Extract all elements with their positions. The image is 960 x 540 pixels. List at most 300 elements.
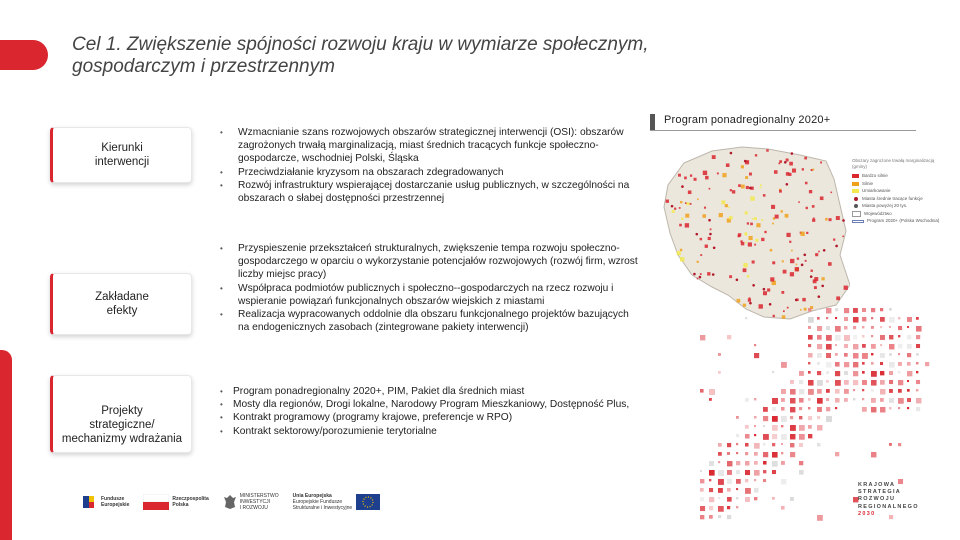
map-city-dot xyxy=(708,219,711,222)
arrow-dot xyxy=(889,380,893,384)
arrow-dot xyxy=(799,389,804,394)
map-area-mark xyxy=(781,210,783,212)
map-area-mark xyxy=(697,278,699,280)
map-area-mark xyxy=(796,264,798,266)
map-area-mark xyxy=(704,207,706,209)
arrow-dot xyxy=(826,380,829,383)
label-kierunki-interwencji xyxy=(50,127,192,183)
arrow-dot xyxy=(826,335,832,341)
arrow-dot xyxy=(772,434,777,439)
label-text: Projekty xyxy=(101,405,143,417)
arrow-dot xyxy=(916,362,918,364)
krsr-line: ROZWOJU xyxy=(858,496,896,503)
map-area-mark xyxy=(812,169,814,171)
map-area-mark xyxy=(747,275,750,278)
arrow-dot xyxy=(790,380,794,384)
label-projekty-strategiczne xyxy=(50,375,192,453)
arrow-dot xyxy=(772,425,778,431)
arrow-dot xyxy=(772,398,778,404)
logo-text: Rzeczpospolita xyxy=(172,496,209,502)
arrow-dot xyxy=(826,317,828,319)
logo-text: Europejskie Fundusze xyxy=(292,499,343,505)
arrow-dot xyxy=(799,443,803,447)
list-item: • Realizacja wypracowanych oddolnie dla obszaru funkcjonalnego projektów bazujących na endogenicznych zasobach (zintegrowane pakiety interwencji) xyxy=(220,308,640,334)
map-area-mark xyxy=(836,216,840,220)
map-area-mark xyxy=(712,155,716,159)
arrow-dot xyxy=(853,326,856,329)
arrow-dot xyxy=(745,398,749,402)
map-area-mark xyxy=(743,263,747,267)
legend-row xyxy=(852,218,942,224)
arrow-dot xyxy=(880,353,885,358)
arrow-dot xyxy=(853,380,858,385)
arrow-dot xyxy=(781,398,785,402)
legend-label: Województwo xyxy=(864,210,892,216)
projekty-list xyxy=(220,385,640,438)
arrow-dot xyxy=(853,344,858,349)
arrow-dot xyxy=(763,452,768,457)
map-area-mark xyxy=(717,172,719,174)
arrow-dot xyxy=(808,434,812,438)
arrow-dot xyxy=(718,443,722,447)
arrow-dot xyxy=(772,407,776,411)
map-area-mark xyxy=(821,277,824,280)
arrow-dot xyxy=(889,398,894,403)
arrow-dot xyxy=(763,434,769,440)
map-area-mark xyxy=(814,286,817,289)
arrow-dot xyxy=(772,416,778,422)
arrow-dot xyxy=(889,335,893,339)
arrow-dot xyxy=(817,317,820,320)
map-area-mark xyxy=(708,237,711,240)
arrow-dot xyxy=(844,326,847,329)
arrow-dot xyxy=(826,371,829,374)
map-area-mark xyxy=(719,213,723,217)
arrow-dot xyxy=(727,479,732,484)
arrow-dot xyxy=(781,461,785,465)
map-area-mark xyxy=(752,218,754,220)
map-area-mark xyxy=(786,158,789,161)
arrow-dot xyxy=(817,389,822,394)
arrow-dot xyxy=(700,497,704,501)
map-area-mark xyxy=(828,262,832,266)
unia-europejska-logo xyxy=(293,493,380,511)
legend-dot xyxy=(854,197,858,201)
slide-title-line1: Cel 1. Zwiększenie spójności rozwoju kraju w wymiarze społecznym, xyxy=(72,34,649,55)
pl-flag-icon xyxy=(143,494,169,510)
map-area-mark xyxy=(750,196,754,200)
map-area-mark xyxy=(702,214,706,218)
logo-text: Polska xyxy=(172,502,189,508)
arrow-dot xyxy=(907,389,910,392)
arrow-dot xyxy=(781,479,786,484)
map-city-dot xyxy=(818,295,821,298)
red-accent-tab xyxy=(0,40,48,70)
map-area-mark xyxy=(804,157,807,160)
arrow-dot xyxy=(763,416,768,421)
arrow-dot xyxy=(853,371,858,376)
arrow-dot xyxy=(862,371,865,374)
map-city-dot xyxy=(842,219,845,222)
map-area-mark xyxy=(778,163,780,165)
label-text: efekty xyxy=(106,305,138,317)
arrow-dot xyxy=(754,488,759,493)
arrow-dot xyxy=(709,479,711,481)
map-area-mark xyxy=(678,174,681,177)
arrow-dot xyxy=(736,497,738,499)
slide-title-line2: gospodarczym i przestrzennym xyxy=(72,56,335,77)
arrow-dot xyxy=(907,371,912,376)
arrow-dot xyxy=(754,443,760,449)
arrow-dot xyxy=(700,488,704,492)
map-title-accent xyxy=(650,114,655,130)
map-area-mark xyxy=(741,185,745,189)
arrow-dot xyxy=(754,434,756,436)
arrow-dot xyxy=(727,443,731,447)
arrow-dot xyxy=(826,308,831,313)
map-city-dot xyxy=(763,288,766,291)
map-area-mark xyxy=(761,238,764,241)
map-city-dot xyxy=(681,185,684,188)
arrow-dot xyxy=(781,389,786,394)
map-area-mark xyxy=(726,163,730,167)
map-area-mark xyxy=(818,251,820,253)
arrow-dot xyxy=(736,479,741,484)
arrow-dot xyxy=(898,398,904,404)
map-area-mark xyxy=(748,242,752,246)
arrow-dot xyxy=(862,398,864,400)
arrow-dot xyxy=(889,317,895,323)
arrow-dot xyxy=(727,488,731,492)
list-item: • Kontrakt programowy (programy krajowe, preferencje w RPO) xyxy=(220,411,640,424)
map-area-mark xyxy=(800,232,804,236)
arrow-dot xyxy=(781,443,783,445)
arrow-dot xyxy=(907,353,911,357)
arrow-dot xyxy=(835,353,838,356)
arrow-dot xyxy=(763,407,768,412)
legend-label: Program 2020+ (Polska Wschodnia) xyxy=(867,218,940,223)
arrow-dot xyxy=(808,353,813,358)
arrow-dot xyxy=(835,398,840,403)
arrow-dot xyxy=(709,488,713,492)
map-city-dot xyxy=(791,152,794,155)
arrow-dot xyxy=(907,398,911,402)
arrow-dot xyxy=(835,308,838,311)
label-text: strategiczne/ xyxy=(89,419,155,431)
arrow-dot xyxy=(916,407,920,411)
map-area-mark xyxy=(729,216,732,219)
arrow-dot xyxy=(700,479,704,483)
arrow-dot xyxy=(898,389,902,393)
arrow-dot xyxy=(835,389,840,394)
arrow-dot xyxy=(862,380,867,385)
arrow-dot xyxy=(772,452,778,458)
arrow-dot xyxy=(880,362,883,365)
arrow-dot xyxy=(718,515,721,518)
krsr-line: REGIONALNEGO xyxy=(858,503,919,510)
map-city-dot xyxy=(736,278,739,281)
arrow-dot xyxy=(781,434,787,440)
map-area-mark xyxy=(754,244,756,246)
arrow-dot xyxy=(871,362,874,365)
map-city-dot xyxy=(709,233,712,236)
map-city-dot xyxy=(835,245,838,248)
arrow-dot xyxy=(745,434,750,439)
map-area-mark xyxy=(700,238,702,240)
map-area-mark xyxy=(786,233,790,237)
krsr-year: 2030 xyxy=(858,510,876,517)
map-area-mark xyxy=(833,238,835,240)
map-area-mark xyxy=(680,201,682,203)
krsr-logo-text xyxy=(858,482,919,518)
map-area-mark xyxy=(709,188,711,190)
arrow-dot xyxy=(835,362,840,367)
arrow-dot xyxy=(907,344,912,349)
arrow-dot xyxy=(817,353,822,358)
list-item: • Przyspieszenie przekształceń strukturalnych, zwiększenie tempa rozwoju społeczno-gospodarczego w oparciu o wykorzystanie potencjałów rozwojowych (rozwój firm, wzrost liczby miejsc pracy) xyxy=(220,242,640,282)
arrow-dot xyxy=(898,443,901,446)
map-area-mark xyxy=(666,200,669,203)
arrow-dot xyxy=(736,506,738,508)
arrow-dot xyxy=(781,506,785,510)
map-area-mark xyxy=(690,174,692,176)
map-area-mark xyxy=(789,241,791,243)
map-city-dot xyxy=(786,183,789,186)
arrow-dot xyxy=(799,425,805,431)
arrow-dot xyxy=(799,416,802,419)
arrow-dot xyxy=(862,317,866,321)
arrow-dot xyxy=(898,380,903,385)
arrow-dot xyxy=(727,470,732,475)
arrow-dot xyxy=(736,461,740,465)
map-area-mark xyxy=(820,162,822,164)
map-city-dot xyxy=(730,152,733,155)
map-area-mark xyxy=(820,196,824,200)
arrow-dot xyxy=(835,335,841,341)
map-area-mark xyxy=(679,224,682,227)
map-area-mark xyxy=(755,239,758,242)
arrow-dot xyxy=(898,335,900,337)
arrow-dot xyxy=(835,326,841,332)
map-city-dot xyxy=(803,254,806,257)
map-city-dot xyxy=(749,187,752,190)
map-area-mark xyxy=(747,222,749,224)
efekty-list xyxy=(220,242,640,334)
eagle-emblem-icon xyxy=(223,494,237,510)
map-area-mark xyxy=(781,291,784,294)
map-area-mark xyxy=(772,261,775,264)
arrow-dot xyxy=(781,362,787,368)
arrow-dot xyxy=(862,353,868,359)
arrow-dot xyxy=(916,335,920,339)
arrow-dot xyxy=(817,308,819,310)
arrow-dot xyxy=(871,407,876,412)
map-area-mark xyxy=(746,186,749,189)
legend-row xyxy=(852,188,942,194)
arrow-dot xyxy=(709,461,714,466)
map-area-mark xyxy=(741,165,744,168)
map-area-mark xyxy=(740,240,742,242)
map-area-mark xyxy=(688,190,692,194)
eu-logos-strip xyxy=(82,493,394,511)
label-zakladane-efekty xyxy=(50,273,192,335)
map-area-mark xyxy=(674,208,676,210)
ministerstwo-logo xyxy=(223,493,279,511)
map-area-mark xyxy=(681,218,683,220)
map-area-mark xyxy=(756,223,760,227)
arrow-dot xyxy=(871,389,874,392)
arrow-dot xyxy=(781,407,785,411)
map-area-mark xyxy=(744,232,747,235)
arrow-dot xyxy=(718,506,724,512)
fe-star-icon xyxy=(82,494,98,510)
arrow-dot xyxy=(700,470,702,472)
arrow-dot xyxy=(853,317,859,323)
arrow-dot xyxy=(790,452,795,457)
arrow-dot xyxy=(718,353,721,356)
arrow-dot xyxy=(853,353,859,359)
map-area-mark xyxy=(842,236,844,238)
arrow-dot xyxy=(907,362,911,366)
map-area-mark xyxy=(786,172,790,176)
map-city-dot xyxy=(712,273,715,276)
arrow-dot xyxy=(898,407,900,409)
map-area-mark xyxy=(761,219,763,221)
arrow-dot xyxy=(718,470,724,476)
arrow-dot xyxy=(763,425,765,427)
arrow-dot xyxy=(808,326,811,329)
arrow-dot xyxy=(709,497,714,502)
map-area-mark xyxy=(783,270,787,274)
legend-label: Miasta powyżej 20 tys. xyxy=(862,203,908,208)
map-area-mark xyxy=(700,254,702,256)
arrow-dot xyxy=(826,362,832,368)
arrow-dot xyxy=(907,335,911,339)
map-area-mark xyxy=(685,223,689,227)
arrow-dot xyxy=(898,344,902,348)
arrow-dot xyxy=(808,317,814,323)
list-item: • Przeciwdziałanie kryzysom na obszarach zdegradowanych xyxy=(220,166,630,179)
arrow-dot xyxy=(817,398,823,404)
map-area-mark xyxy=(743,268,747,272)
arrow-dot xyxy=(718,488,723,493)
logo-text: I ROZWOJU xyxy=(239,505,268,511)
krsr-line: KRAJOWA xyxy=(858,482,896,488)
arrow-dot xyxy=(772,443,775,446)
arrow-dot xyxy=(754,425,756,427)
map-area-mark xyxy=(700,273,702,275)
arrow-dot xyxy=(880,380,885,385)
arrow-dot xyxy=(799,398,804,403)
map-area-mark xyxy=(789,162,793,166)
map-area-mark xyxy=(725,204,728,207)
map-area-mark xyxy=(754,217,757,220)
legend-dot xyxy=(854,204,858,208)
map-area-mark xyxy=(749,173,752,176)
logo-text: Fundusze xyxy=(101,496,125,502)
arrow-dot xyxy=(916,326,922,332)
map-area-mark xyxy=(738,184,741,187)
arrow-dot xyxy=(880,407,885,412)
map-area-mark xyxy=(785,214,789,218)
arrow-dot xyxy=(808,425,812,429)
arrow-dot xyxy=(871,326,874,329)
arrow-dot xyxy=(880,389,885,394)
arrow-dot xyxy=(745,470,750,475)
arrow-dot xyxy=(871,344,876,349)
arrow-dot xyxy=(871,308,875,312)
arrow-dot xyxy=(763,443,765,445)
arrow-dot xyxy=(790,389,796,395)
map-area-mark xyxy=(825,218,828,221)
arrow-dot xyxy=(916,389,918,391)
arrow-dot xyxy=(898,317,900,319)
arrow-dot xyxy=(862,335,865,338)
map-area-mark xyxy=(770,277,774,281)
map-area-mark xyxy=(738,233,741,236)
logo-text: Europejskie xyxy=(101,502,130,508)
legend-label: Silnie xyxy=(862,180,874,186)
arrow-dot xyxy=(736,488,738,490)
arrow-dot xyxy=(745,497,750,502)
map-area-mark xyxy=(760,187,762,189)
map-city-dot xyxy=(693,273,696,276)
arrow-dot xyxy=(790,407,795,412)
arrow-dot xyxy=(907,317,912,322)
arrow-dot xyxy=(898,353,900,355)
arrow-dot xyxy=(727,335,731,339)
arrow-dot xyxy=(709,389,715,395)
arrow-dot xyxy=(727,497,732,502)
map-area-mark xyxy=(748,236,752,240)
slide-title xyxy=(72,34,852,78)
list-item: • Współpraca podmiotów publicznych i społeczno--gospodarczych na rzecz rozwoju i wspieranie powiązań funkcjonalnych obszarów wiejskich z miastami xyxy=(220,282,640,308)
map-area-mark xyxy=(806,207,808,209)
arrow-dot xyxy=(889,407,891,409)
arrow-dot xyxy=(835,452,839,456)
map-area-mark xyxy=(806,232,808,234)
map-city-dot xyxy=(810,275,813,278)
arrow-dot xyxy=(709,515,713,519)
legend-row xyxy=(852,181,942,187)
map-area-mark xyxy=(812,219,815,222)
arrow-dot xyxy=(790,497,794,501)
map-area-mark xyxy=(782,260,784,262)
map-city-dot xyxy=(784,161,787,164)
label-text: mechanizmy wdrażania xyxy=(61,433,183,445)
arrow-dot xyxy=(907,326,909,328)
map-area-mark xyxy=(710,228,712,230)
arrow-dot xyxy=(808,344,811,347)
map-area-mark xyxy=(767,288,770,291)
arrow-dot xyxy=(826,407,830,411)
arrow-dot xyxy=(799,470,804,475)
arrow-dot xyxy=(799,407,802,410)
arrow-dot xyxy=(817,371,821,375)
arrow-dot xyxy=(817,416,820,419)
map-city-dot xyxy=(821,285,824,288)
map-area-mark xyxy=(690,203,692,205)
arrow-dot xyxy=(880,344,882,346)
arrow-dot xyxy=(907,380,909,382)
map-area-mark xyxy=(684,177,687,180)
arrow-dot xyxy=(700,506,705,511)
arrow-dot xyxy=(808,407,810,409)
arrow-dot xyxy=(718,452,722,456)
map-area-mark xyxy=(772,223,774,225)
map-area-mark xyxy=(694,178,697,181)
arrow-dot xyxy=(916,371,918,373)
